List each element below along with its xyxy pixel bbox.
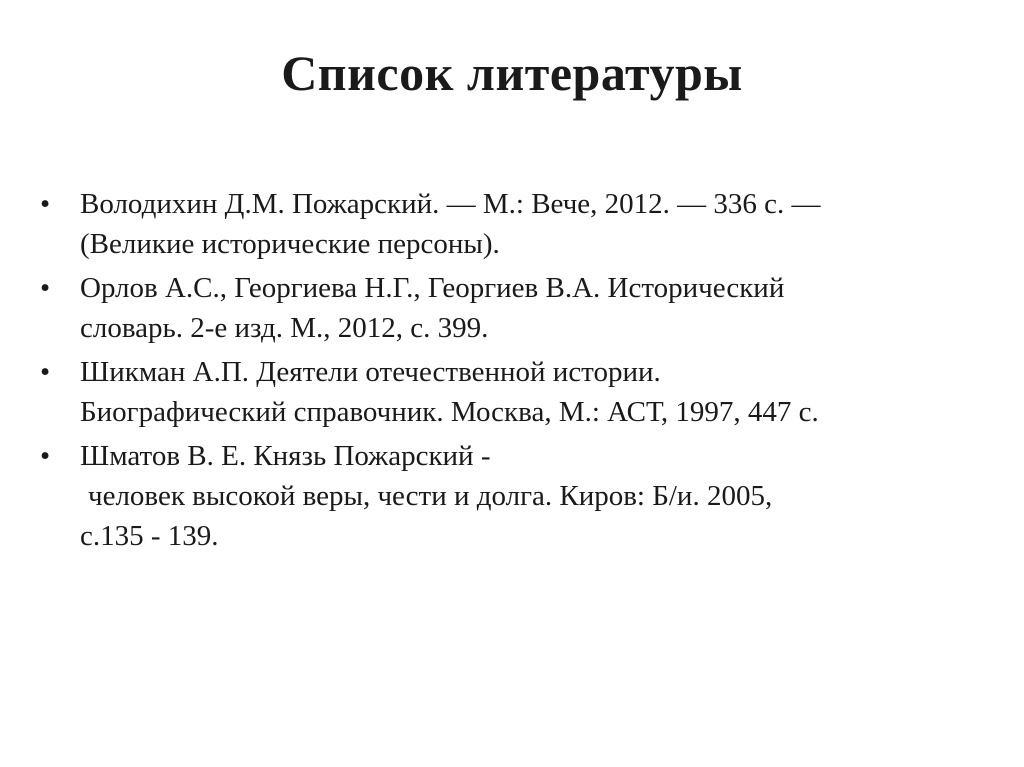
reference-line: с.135 - 139. — [80, 520, 219, 552]
reference-item — [40, 184, 980, 264]
reference-line: человек высокой веры, чести и долга. Киров: Б/и. 2005, — [88, 480, 773, 512]
reference-item — [40, 436, 980, 556]
reference-line: (Великие исторические персоны). — [80, 228, 500, 260]
reference-line: Орлов А.С., Георгиева Н.Г., Георгиев В.А. Исторический — [80, 272, 785, 304]
reference-list — [40, 184, 980, 560]
reference-line: словарь. 2-е изд. М., 2012, с. 399. — [80, 312, 489, 344]
reference-line: Биографический справочник. Москва, М.: АСТ, 1997, 447 с. — [80, 396, 819, 428]
reference-line: Володихин Д.М. Пожарский. — М.: Вече, 2012. — 336 с. — — [80, 188, 821, 220]
reference-item — [40, 268, 980, 348]
reference-line: Шматов В. Е. Князь Пожарский - — [80, 440, 491, 472]
bullet-icon: • — [40, 272, 51, 304]
reference-item — [40, 352, 980, 432]
bullet-icon: • — [40, 356, 51, 388]
reference-line: Шикман А.П. Деятели отечественной истории. — [80, 356, 661, 388]
slide-title: Список литературы — [281, 45, 743, 101]
bullet-icon: • — [40, 188, 51, 220]
bullet-icon: • — [40, 440, 51, 472]
